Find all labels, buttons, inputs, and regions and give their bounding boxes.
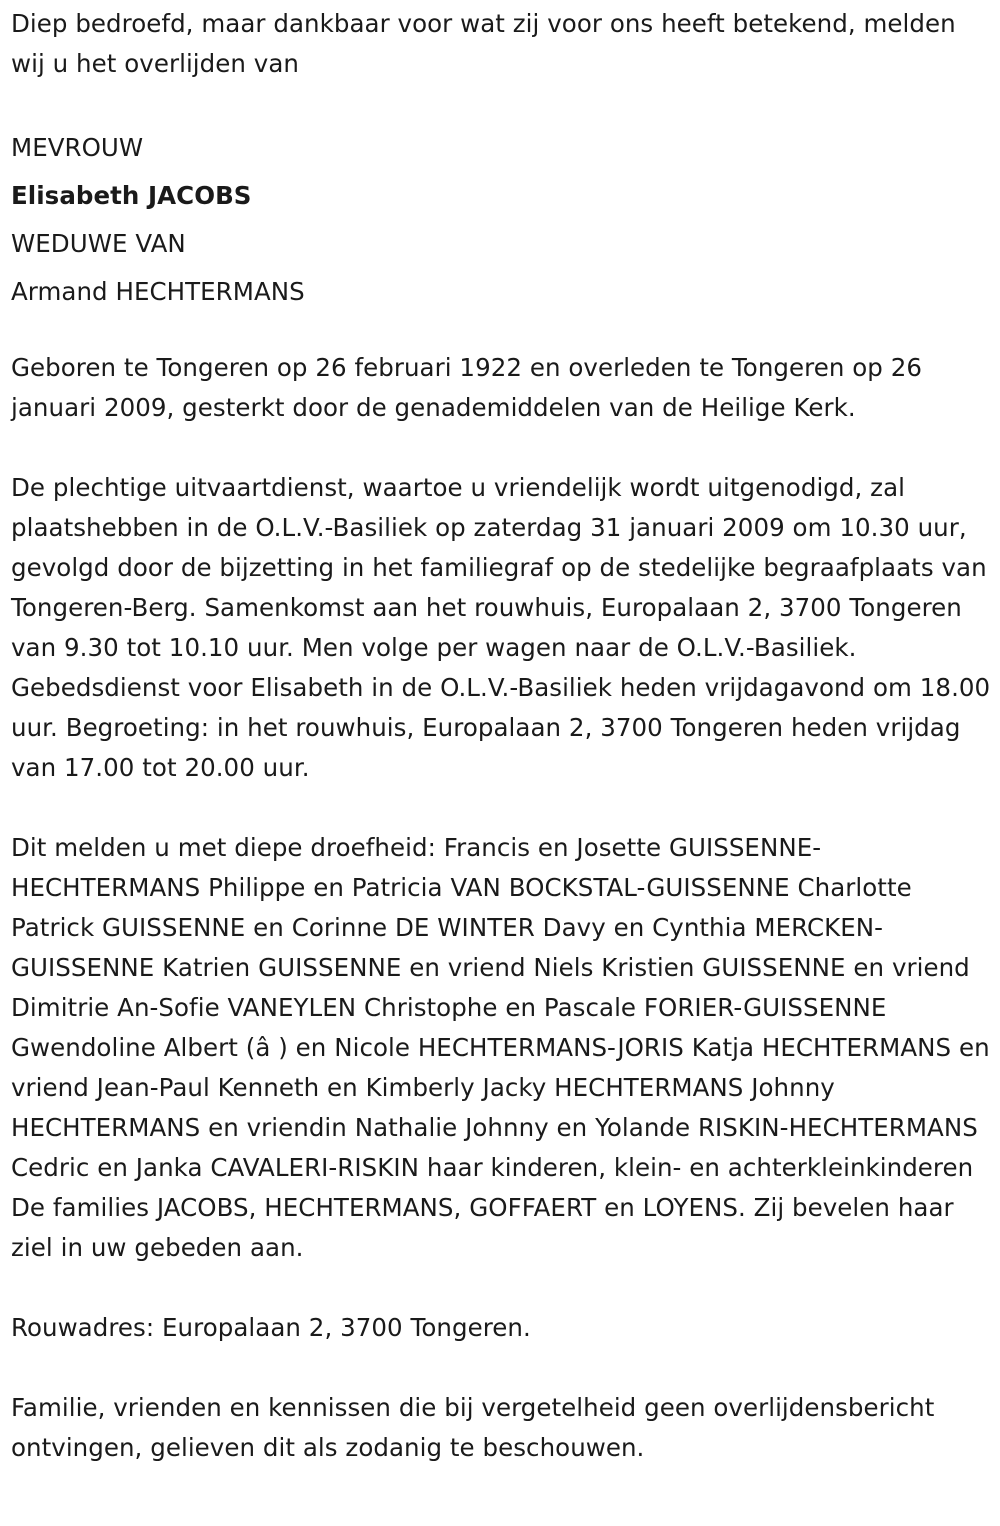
deceased-name: Elisabeth JACOBS: [11, 181, 252, 210]
birth-death-paragraph: Geboren te Tongeren op 26 februari 1922 en overleden te Tongeren op 26 januari 2009, gesterkt door de genademiddelen van de Heilige Kerk.: [11, 353, 923, 422]
deceased-name-block: [11, 124, 991, 316]
funeral-paragraph: De plechtige uitvaartdienst, waartoe u vriendelijk wordt uitgenodigd, zal plaatshebben in de O.L.V.-Basiliek op zaterdag 31 januari 2009 om 10.30 uur, gevolgd door de bijzetting in het familiegraf op de stedelijke begraafplaats van Tongeren-Berg. Samenkomst aan het rouwhuis, Europalaan 2, 3700 Tongeren van 9.30 tot 10.10 uur. Men volge per wagen naar de O.L.V.-Basiliek. Gebedsdienst voor Elisabeth in de O.L.V.-Basiliek heden vrijdagavond om 18.00 uur. Begroeting: in het rouwhuis, Europalaan 2, 3700 Tongeren heden vrijdag van 17.00 tot 20.00 uur.: [11, 473, 991, 782]
obituary-document: [11, 4, 991, 1468]
announcers-paragraph: Dit melden u met diepe droefheid: Francis en Josette GUISSENNE-HECHTERMANS Philippe en Patricia VAN BOCKSTAL-GUISSENNE Charlotte Patrick GUISSENNE en Corinne DE WINTER Davy en Cynthia MERCKEN-GUISSENNE Katrien GUISSENNE en vriend Niels Kristien GUISSENNE en vriend Dimitrie An-Sofie VANEYLEN Christophe en Pascale FORIER-GUISSENNE Gwendoline Albert (â ) en Nicole HECHTERMANS-JORIS Katja HECHTERMANS en vriend Jean-Paul Kenneth en Kimberly Jacky HECHTERMANS Johnny HECHTERMANS en vriendin Nathalie Johnny en Yolande RISKIN-HECHTERMANS Cedric en Janka CAVALERI-RISKIN haar kinderen, klein- en achterkleinkinderen De families JACOBS, HECHTERMANS, GOFFAERT en LOYENS. Zij bevelen haar ziel in uw gebeden aan.: [11, 833, 990, 1262]
closing-paragraph: Familie, vrienden en kennissen die bij vergetelheid geen overlijdensbericht ontvingen, gelieven dit als zodanig te beschouwen.: [11, 1393, 935, 1462]
widow-label: WEDUWE VAN: [11, 229, 186, 258]
address-paragraph: Rouwadres: Europalaan 2, 3700 Tongeren.: [11, 1313, 531, 1342]
title-line: MEVROUW: [11, 133, 144, 162]
intro-paragraph: Diep bedroefd, maar dankbaar voor wat zij voor ons heeft betekend, melden wij u het overlijden van: [11, 9, 956, 78]
spouse-name: Armand HECHTERMANS: [11, 277, 305, 306]
